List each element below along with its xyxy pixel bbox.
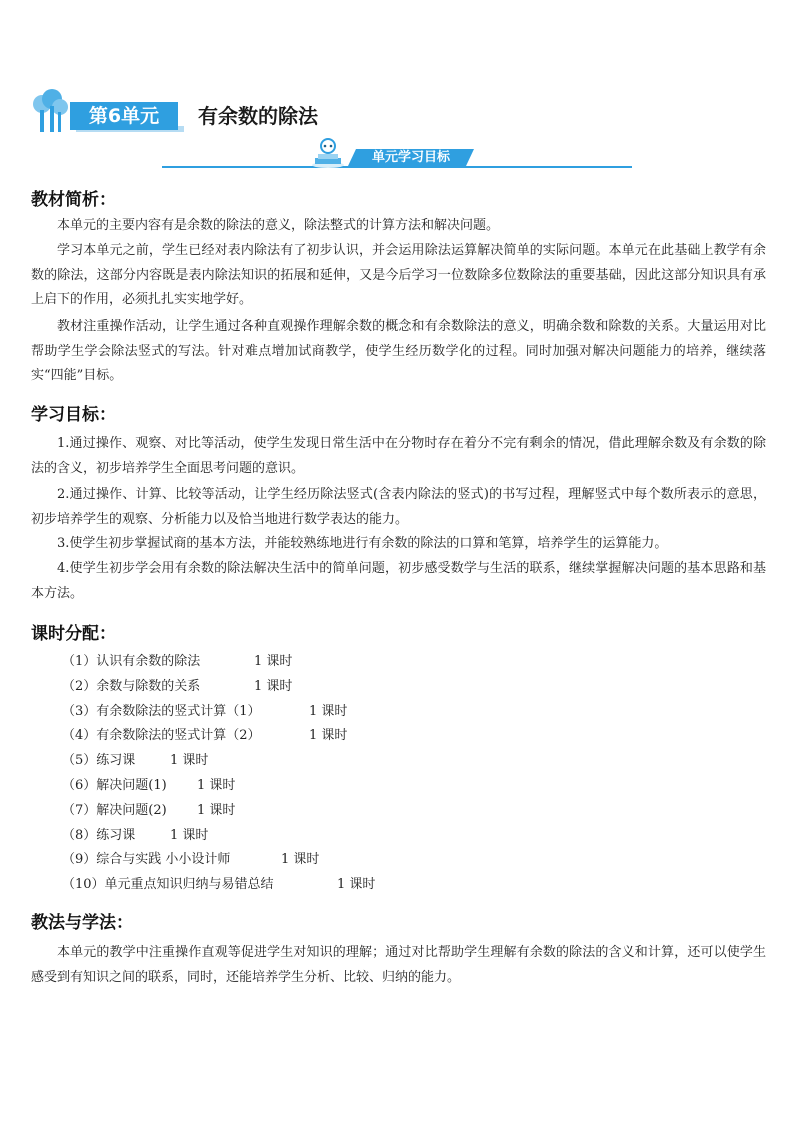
unit-header [30, 88, 370, 136]
schedule-item [62, 700, 348, 725]
section-banner [162, 146, 632, 174]
schedule-heading: 课时分配： [31, 624, 116, 644]
lesson-hours: 1 课时 [309, 703, 348, 719]
lesson-hours: 1 课时 [197, 777, 236, 793]
lesson-name: （4）有余数除法的竖式计算（2） [62, 728, 261, 744]
schedule-item [62, 650, 293, 675]
paragraph: 教材注重操作活动，让学生通过各种直观操作理解余数的概念和有余数除法的意义，明确余数和除数的关系。大量运用对比帮助学生学会除法竖式的写法。针对难点增加试商教学，使学生经历数学化的过程。同时加强对解决问题能力的培养，继续落实“四能”目标。 [31, 319, 766, 384]
goal-item: 1.通过操作、观察、对比等活动，使学生发现日常生活中在分物时存在着分不完有剩余的情况，借此理解余数及有余数的除法的含义，初步培养学生全面思考问题的意识。 [31, 436, 766, 476]
lesson-hours: 1 课时 [170, 827, 209, 843]
goal-item: 3.使学生初步掌握试商的基本方法，并能较熟练地进行有余数的除法的口算和笔算，培养学生的运算能力。 [57, 536, 668, 551]
banner-label: 单元学习目标 [371, 150, 450, 165]
learning-goals-heading: 学习目标： [31, 405, 116, 425]
lesson-hours: 1 课时 [254, 654, 293, 669]
lesson-name: （9）综合与实践 小小设计师 [62, 852, 231, 868]
schedule-item [62, 824, 274, 849]
lesson-name: （5）练习课 [62, 753, 136, 769]
student-reading-icon [310, 138, 346, 168]
lesson-name: （7）解决问题(2) [62, 802, 167, 818]
schedule-item [62, 749, 274, 774]
lesson-name: （2）余数与除数的关系 [62, 678, 201, 694]
lesson-hours: 1 课时 [337, 877, 376, 893]
unit-badge: 第6单元 [70, 102, 178, 130]
goal-item: 2.通过操作、计算、比较等活动，让学生经历除法竖式(含表内除法的竖式)的书写过程，理解竖式中每个数所表示的意思，初步培养学生的观察、分析能力以及恰当地进行数学表达的能力。 [31, 487, 766, 527]
schedule-item [62, 774, 274, 799]
textbook-analysis-heading: 教材简析： [31, 190, 116, 210]
lesson-name: （3）有余数除法的竖式计算（1） [62, 703, 261, 719]
lesson-hours: 1 课时 [254, 678, 293, 694]
lesson-hours: 1 课时 [309, 728, 348, 744]
methods-heading: 教法与学法： [31, 913, 133, 933]
unit-title: 有余数的除法 [198, 104, 318, 128]
lesson-hours: 1 课时 [170, 753, 209, 769]
schedule-item [62, 675, 293, 700]
paragraph: 本单元的教学中注重操作直观等促进学生对知识的理解；通过对比帮助学生理解有余数的除法的含义和计算，还可以使学生感受到有知识之间的联系，同时，还能培养学生分析、比较、归纳的能力。 [31, 945, 766, 985]
lesson-name: （6）解决问题(1) [62, 777, 167, 793]
lesson-name: （10）单元重点知识归纳与易错总结 [62, 877, 274, 893]
lesson-hours: 1 课时 [281, 852, 320, 868]
tree-icon [30, 88, 70, 134]
schedule-item [62, 848, 320, 873]
paragraph: 本单元的主要内容有是余数的除法的意义，除法整式的计算方法和解决问题。 [57, 218, 500, 233]
schedule-item [62, 799, 274, 824]
schedule-list [62, 650, 376, 898]
lesson-name: （1）认识有余数的除法 [62, 654, 201, 669]
paragraph: 学习本单元之前，学生已经对表内除法有了初步认识，并会运用除法运算解决简单的实际问题。本单元在此基础上教学有余数的除法，这部分内容既是表内除法知识的拓展和延伸，又是今后学习一位数除多位数除法的重要基础，因此这部分知识具有承上启下的作用，必须扎扎实实地学好。 [31, 243, 766, 308]
goal-item: 4.使学生初步学会用有余数的除法解决生活中的简单问题，初步感受数学与生活的联系，继续掌握解决问题的基本思路和基本方法。 [31, 561, 766, 601]
schedule-item [62, 724, 348, 749]
lesson-name: （8）练习课 [62, 827, 136, 843]
lesson-hours: 1 课时 [197, 802, 236, 818]
schedule-item [62, 873, 376, 898]
